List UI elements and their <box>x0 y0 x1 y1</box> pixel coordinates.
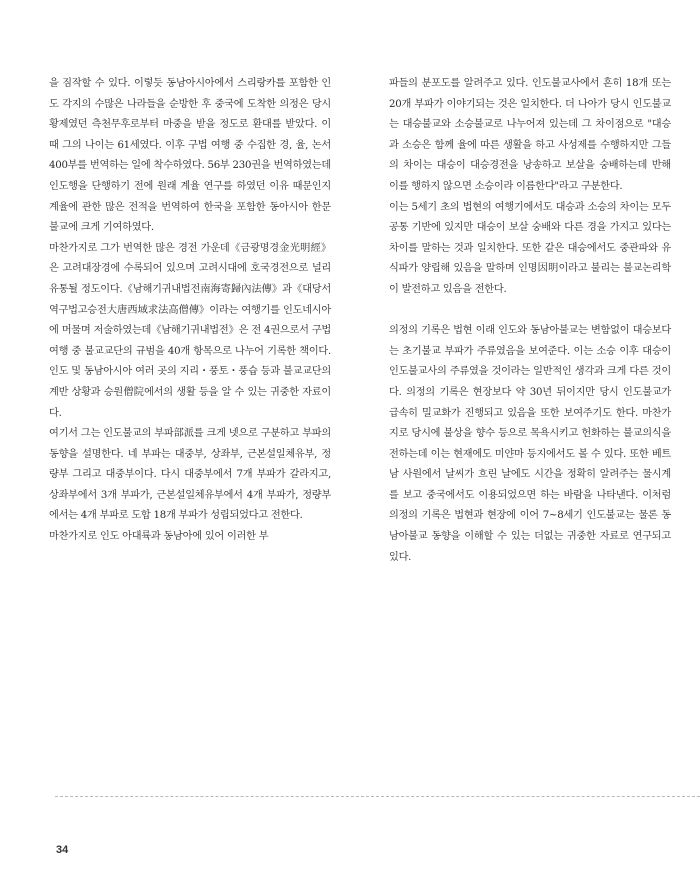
paragraph: 마찬가지로 인도 아대륙과 동남아에 있어 이러한 부 <box>49 531 269 543</box>
paragraph: 파들의 분포도를 알려주고 있다. 인도불교사에서 흔히 18개 또는 20개 부파가 이야기되는 것은 일치한다. 더 나아가 당시 인도불교는 대승불교와 소승불교로 나누어져 있는데 그 차이점으로 "대승과 소승은 함께 율에 따른 생활을 하고 사성제를 수행하지만 그들의 차이는 대승이 대승경전을 낭송하고 보살을 숭배하는데 반해 이를 행하지 않으면 소승이라 이름한다"라고 구분한다. <box>389 78 671 192</box>
page-number: 34 <box>56 844 69 856</box>
paragraph: 여기서 그는 인도불교의 부파部派를 크게 넷으로 구분하고 부파의 동향을 설명한다. 네 부파는 대중부, 상좌부, 근본설일체유부, 정량부 그리고 대중부이다. 다시 대중부에서 7개 부파가 갈라지고, 상좌부에서 3개 부파가, 근본설일체유부에서 4개 부파가, 정량부에서는 4개 부파로 도합 18개 부파가 성립되었다고 전한다. <box>49 428 331 522</box>
footer-divider <box>55 796 700 797</box>
paragraph: 이는 5세기 초의 법현의 여행기에서도 대승과 소승의 차이는 모두 공통 기반에 있지만 대승이 보살 숭배와 다른 경을 가지고 있다는 차이를 말하는 것과 일치한다. 또한 같은 대승에서도 중관파와 유식파가 양립해 있음을 말하며 인명因明이라고 불리는 불교논리학이 발전하고 있음을 전한다. <box>389 201 671 295</box>
paragraph: 마찬가지로 그가 번역한 많은 경전 가운데《금광명경金光明經》은 고려대장경에 수록되어 있으며 고려시대에 호국경전으로 널리 유통될 정도이다.《남해기귀내법전南海寄歸內法傳》과《대당서역구법고승전大唐西域求法高僧傳》이라는 여행기를 인도네시아에 머물며 저술하였는데《남해기귀내법전》은 전 4권으로서 구법여행 중 불교교단의 규범을 40개 항목으로 나누어 기록한 책이다. 인도 및 동남아시아 여러 곳의 지리・풍토・풍습 등과 불교교단의 계반 상황과 승원僧院에서의 생활 등을 알 수 있는 귀중한 자료이다. <box>49 242 331 419</box>
paragraph: 의정의 기록은 법현 이래 인도와 동남아불교는 변함없이 대승보다는 초기불교 부파가 주류였음을 보여준다. 이는 소승 이후 대승이 인도불교사의 주류였을 것이라는 일반적인 생각과 크게 다른 것이다. 의정의 기록은 현장보다 약 30년 뒤이지만 당시 인도불교가 급속히 밀교화가 진행되고 있음을 또한 보여주기도 한다. 마찬가지로 당시에 불상을 향수 등으로 목욕시키고 헌화하는 불교의식을 전하는데 이는 현재에도 미얀마 등지에서도 볼 수 있다. 또한 베트남 사원에서 날씨가 흐린 날에도 시간을 정확히 알려주는 물시계를 보고 중국에서도 이용되었으면 하는 바람을 나타낸다. 이처럼 의정의 기록은 법현과 현장에 이어 7~8세기 인도불교는 물론 동남아불교 동향을 이해할 수 있는 더없는 귀중한 자료로 연구되고 있다. <box>389 325 671 563</box>
paragraph: 을 짐작할 수 있다. 이렇듯 동남아시아에서 스리랑카를 포함한 인도 각지의 수많은 나라들을 순방한 후 중국에 도착한 의정은 당시 황제였던 측천무후로부터 마중을 받을 정도로 환대를 받았다. 이때 그의 나이는 61세였다. 이후 구법 여행 중 수집한 경, 율, 논서 400부를 번역하는 일에 착수하였다. 56부 230권을 번역하였는데 인도행을 단행하기 전에 원래 계율 연구를 하였던 이유 때문인지 계율에 관한 많은 전적을 번역하여 한국을 포함한 동아시아 한문불교에 크게 기여하였다. <box>49 78 331 234</box>
right-text-column <box>389 74 671 568</box>
left-text-column <box>49 74 331 548</box>
